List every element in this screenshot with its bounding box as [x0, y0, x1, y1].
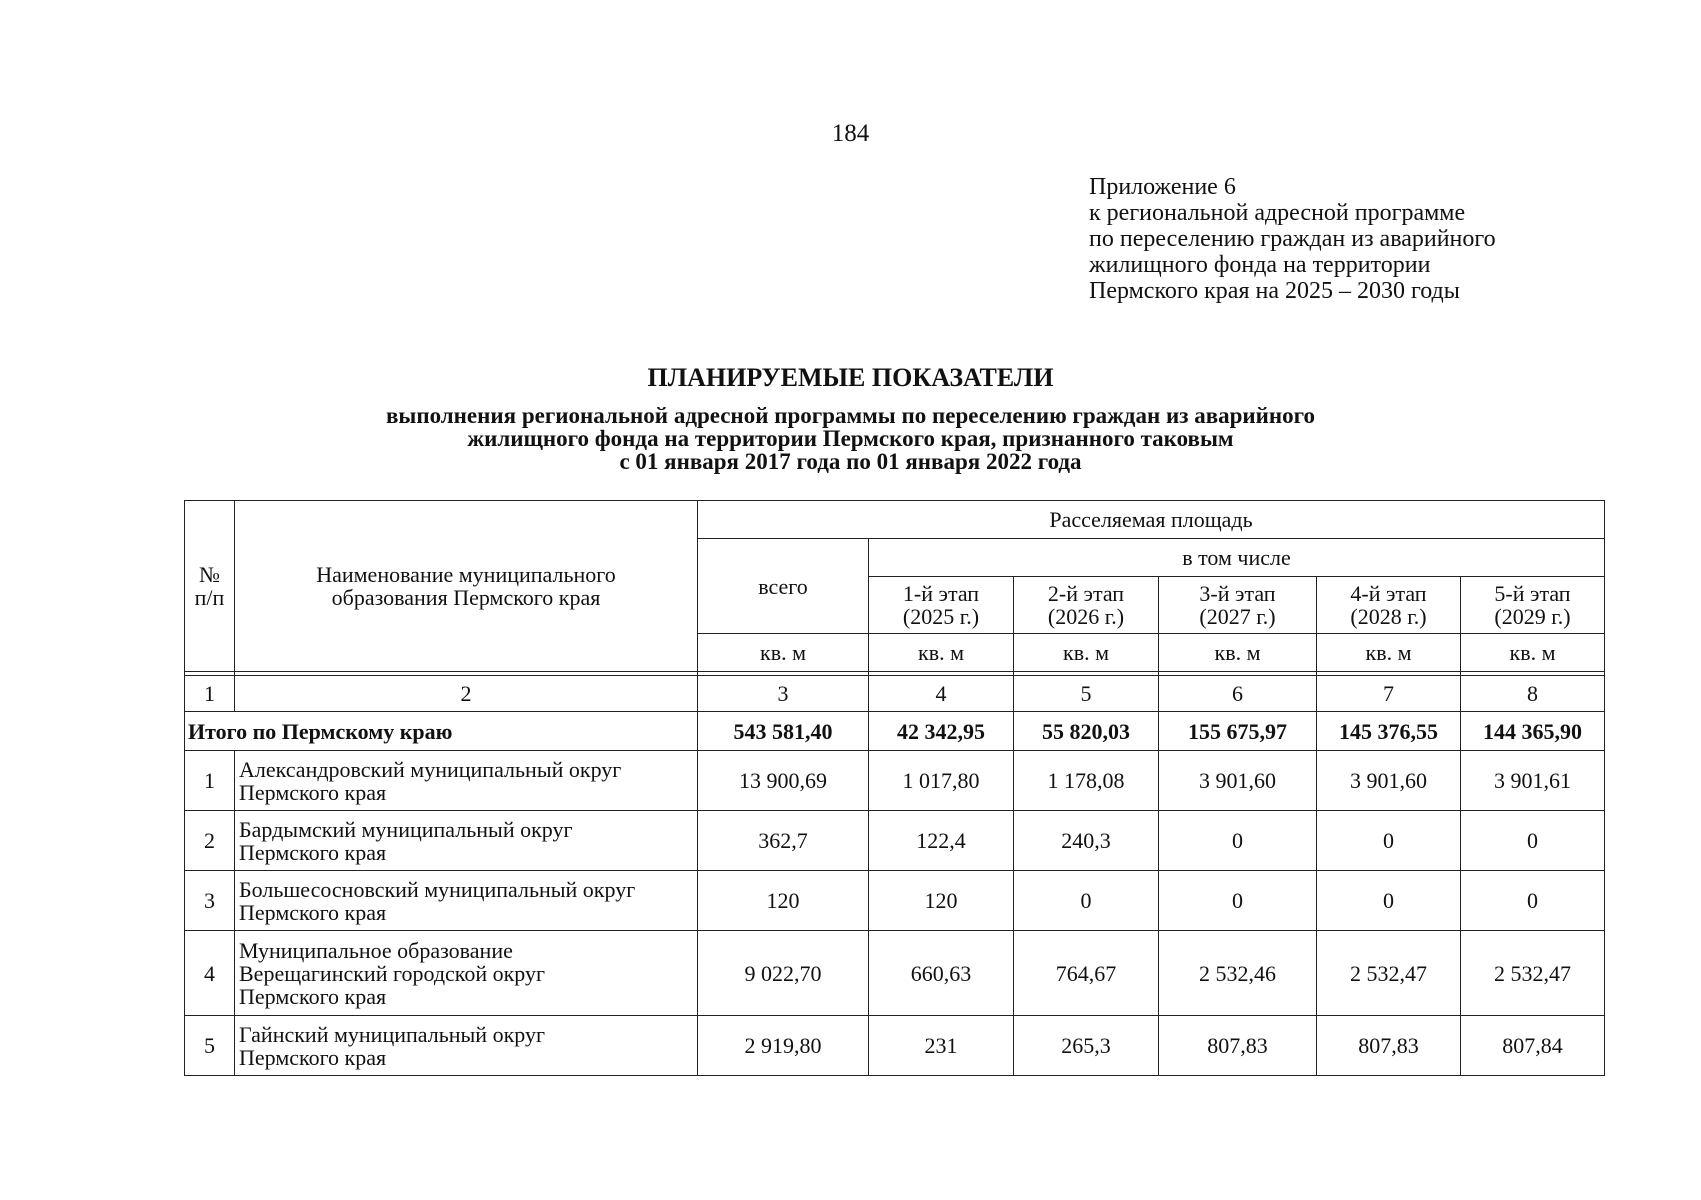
- document-subtitle: [0, 404, 1701, 473]
- total-value: 55 820,03: [1014, 712, 1159, 751]
- area-value: 362,7: [698, 811, 869, 871]
- row-number: 3: [185, 871, 235, 931]
- area-value: 807,83: [1159, 1016, 1317, 1076]
- total-value: 155 675,97: [1159, 712, 1317, 751]
- area-value: 1 178,08: [1014, 751, 1159, 811]
- subtitle-line: жилищного фонда на территории Пермского края, признанного таковым: [467, 426, 1234, 451]
- area-value: 807,83: [1317, 1016, 1461, 1076]
- area-value: 2 919,80: [698, 1016, 869, 1076]
- row-number: 1: [185, 751, 235, 811]
- column-number: 6: [1159, 676, 1317, 712]
- header-num: № п/п: [185, 501, 235, 672]
- area-value: 660,63: [869, 931, 1014, 1016]
- area-value: 0: [1317, 871, 1461, 931]
- row-number: 5: [185, 1016, 235, 1076]
- municipality-name: Александровский муниципальный округ Пермского края: [235, 751, 698, 811]
- area-value: 2 532,46: [1159, 931, 1317, 1016]
- unit-label: кв. м: [1014, 634, 1159, 672]
- municipality-name: Муниципальное образование Верещагинский городской округ Пермского края: [235, 931, 698, 1016]
- row-number: 2: [185, 811, 235, 871]
- area-value: 3 901,60: [1159, 751, 1317, 811]
- unit-label: кв. м: [1461, 634, 1605, 672]
- area-value: 1 017,80: [869, 751, 1014, 811]
- total-value: 145 376,55: [1317, 712, 1461, 751]
- header-total: всего: [698, 539, 869, 634]
- table-row: [185, 931, 1605, 1016]
- table-row: [185, 811, 1605, 871]
- header-row: [185, 501, 1605, 539]
- area-value: 231: [869, 1016, 1014, 1076]
- total-value: 42 342,95: [869, 712, 1014, 751]
- indicators-table: [184, 500, 1605, 1076]
- area-value: 0: [1014, 871, 1159, 931]
- subtitle-line: с 01 января 2017 года по 01 января 2022 года: [619, 449, 1082, 474]
- header-area-group: Расселяемая площадь: [698, 501, 1605, 539]
- total-label: Итого по Пермскому краю: [185, 712, 698, 751]
- table-row: [185, 871, 1605, 931]
- column-number: 2: [235, 676, 698, 712]
- area-value: 120: [698, 871, 869, 931]
- column-number: 4: [869, 676, 1014, 712]
- row-number: 4: [185, 931, 235, 1016]
- header-name: Наименование муниципального образования Пермского края: [235, 501, 698, 672]
- total-value: 543 581,40: [698, 712, 869, 751]
- unit-label: кв. м: [698, 634, 869, 672]
- municipality-name: Гайнский муниципальный округ Пермского края: [235, 1016, 698, 1076]
- area-value: 0: [1461, 871, 1605, 931]
- area-value: 0: [1461, 811, 1605, 871]
- column-number: 8: [1461, 676, 1605, 712]
- unit-label: кв. м: [869, 634, 1014, 672]
- municipality-name: Бардымский муниципальный округ Пермского края: [235, 811, 698, 871]
- area-value: 807,84: [1461, 1016, 1605, 1076]
- area-value: 122,4: [869, 811, 1014, 871]
- area-value: 3 901,61: [1461, 751, 1605, 811]
- area-value: 9 022,70: [698, 931, 869, 1016]
- unit-label: кв. м: [1317, 634, 1461, 672]
- appendix-line: по переселению граждан из аварийного: [1089, 226, 1496, 252]
- header-stage: 5-й этап (2029 г.): [1461, 577, 1605, 634]
- area-value: 265,3: [1014, 1016, 1159, 1076]
- area-value: 13 900,69: [698, 751, 869, 811]
- appendix-line: Пермского края на 2025 – 2030 годы: [1089, 278, 1460, 304]
- area-value: 240,3: [1014, 811, 1159, 871]
- header-stage: 2-й этап (2026 г.): [1014, 577, 1159, 634]
- area-value: 3 901,60: [1317, 751, 1461, 811]
- area-value: 764,67: [1014, 931, 1159, 1016]
- appendix-line: Приложение 6: [1089, 174, 1236, 200]
- header-including: в том числе: [869, 539, 1605, 577]
- area-value: 2 532,47: [1461, 931, 1605, 1016]
- column-number: 7: [1317, 676, 1461, 712]
- appendix-line: к региональной адресной программе: [1089, 200, 1466, 226]
- area-value: 0: [1159, 871, 1317, 931]
- area-value: 120: [869, 871, 1014, 931]
- table-row: [185, 1016, 1605, 1076]
- area-value: 0: [1159, 811, 1317, 871]
- total-row: [185, 712, 1605, 751]
- header-stage: 1-й этап (2025 г.): [869, 577, 1014, 634]
- column-number: 1: [185, 676, 235, 712]
- area-value: 0: [1317, 811, 1461, 871]
- appendix-line: жилищного фонда на территории: [1089, 252, 1431, 278]
- page-number: 184: [831, 120, 870, 147]
- appendix-note: [1089, 174, 1496, 304]
- unit-label: кв. м: [1159, 634, 1317, 672]
- column-numbers-row: [185, 676, 1605, 712]
- document-title: ПЛАНИРУЕМЫЕ ПОКАЗАТЕЛИ: [647, 363, 1054, 392]
- header-stage: 4-й этап (2028 г.): [1317, 577, 1461, 634]
- column-number: 5: [1014, 676, 1159, 712]
- column-number: 3: [698, 676, 869, 712]
- area-value: 2 532,47: [1317, 931, 1461, 1016]
- header-stage: 3-й этап (2027 г.): [1159, 577, 1317, 634]
- subtitle-line: выполнения региональной адресной программы по переселению граждан из аварийного: [385, 403, 1316, 428]
- total-value: 144 365,90: [1461, 712, 1605, 751]
- municipality-name: Большесосновский муниципальный округ Пермского края: [235, 871, 698, 931]
- table-row: [185, 751, 1605, 811]
